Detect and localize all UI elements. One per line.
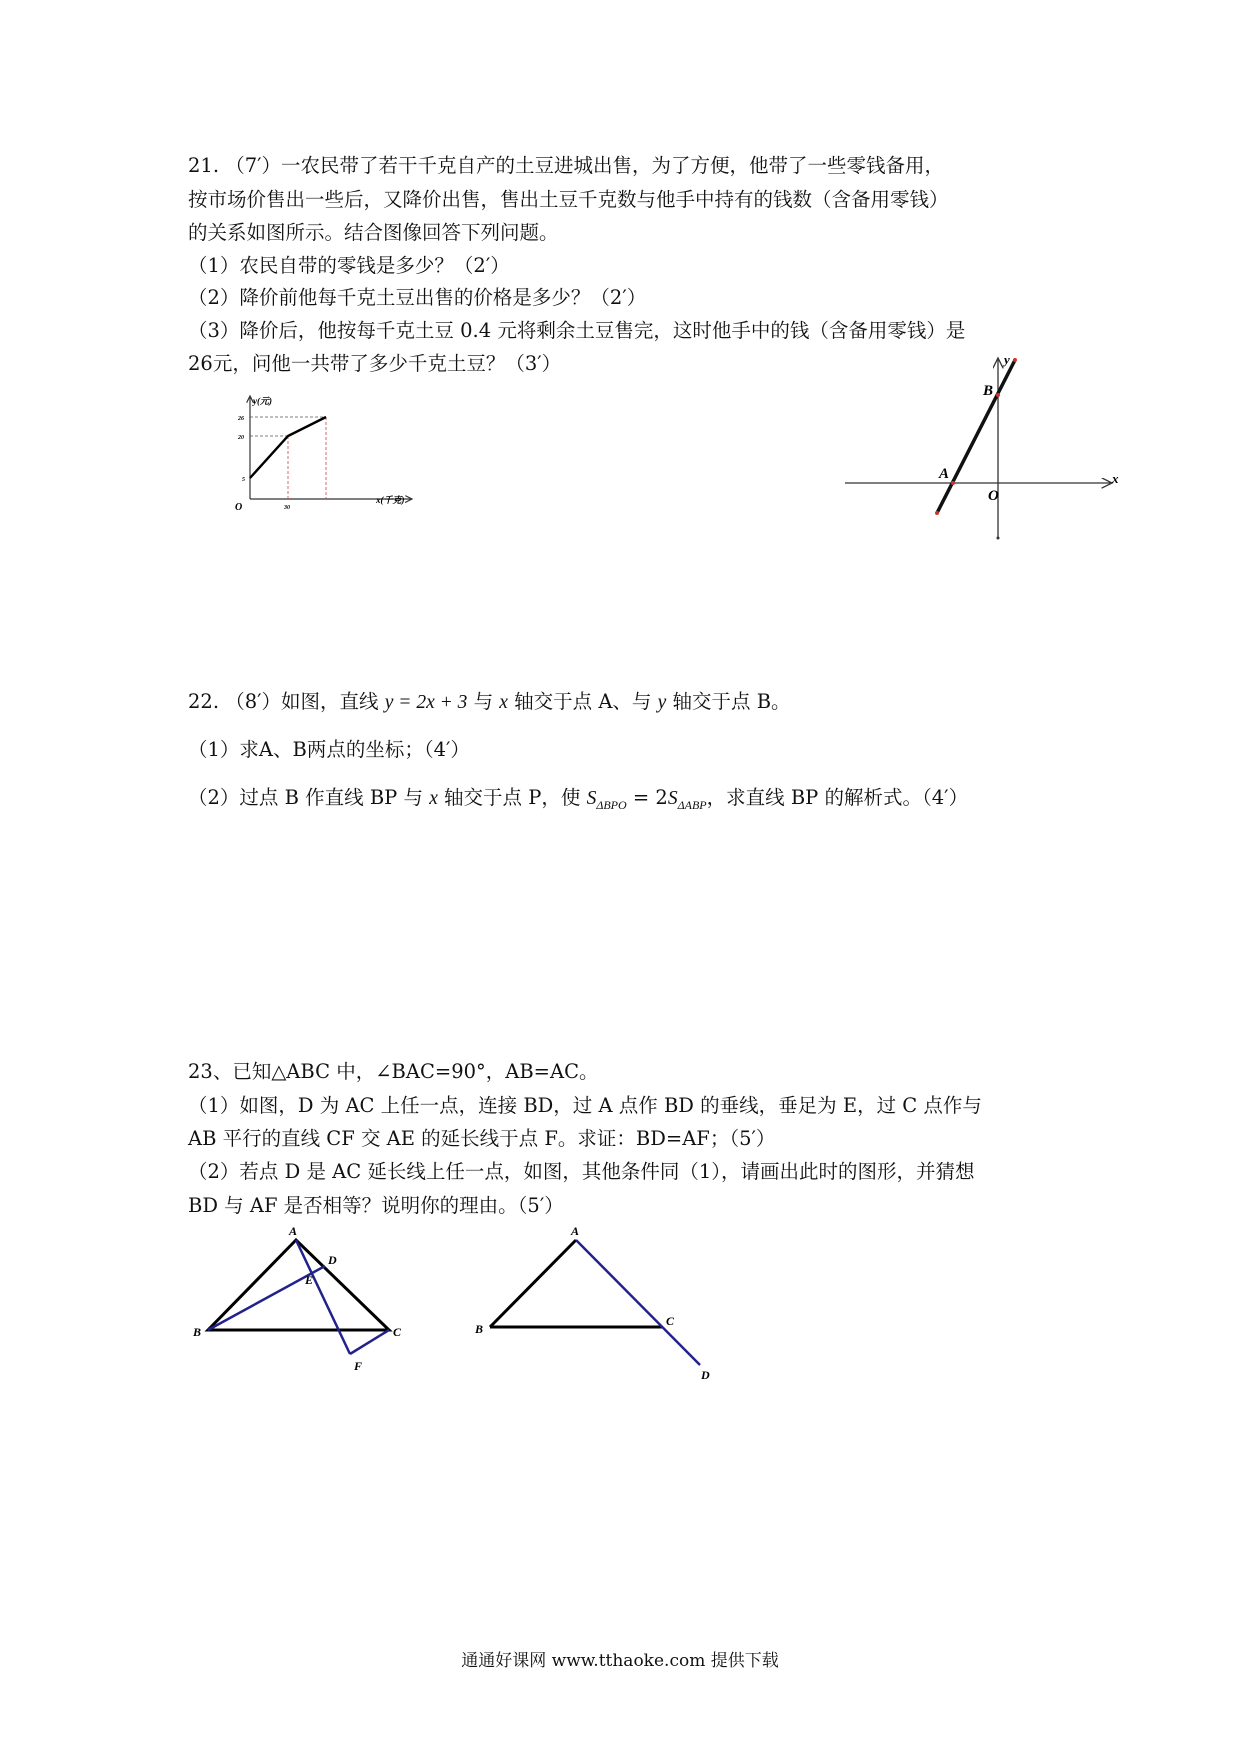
segment-af [296, 1240, 350, 1354]
q22-line1: 22. （8′）如图，直线 y = 2x + 3 与 x 轴交于点 A、与 y 轴交于点 B。 [188, 690, 791, 713]
q21-sub3b: 26元，问他一共带了多少千克土豆？（3′） [188, 352, 562, 375]
x-axis-label: x [1112, 471, 1119, 486]
segment-cf [350, 1330, 389, 1354]
x-tick-30: 30 [284, 505, 290, 511]
origin-label: O [988, 488, 999, 504]
origin-label: O [235, 502, 243, 513]
label-b: B [475, 1322, 484, 1336]
point-b-label: B [983, 383, 994, 399]
q22-figure [840, 350, 1130, 545]
q23-figure-2 [465, 1220, 725, 1380]
q23-sub2a: （2）若点 D 是 AC 延长线上任一点，如图，其他条件同（1），请画出此时的图形，并猜想 [188, 1160, 975, 1183]
q21-sub1: （1）农民自带的零钱是多少？（2′） [188, 254, 510, 277]
q21-sub2: （2）降价前他每千克土豆出售的价格是多少？（2′） [188, 286, 647, 309]
segment-ab [490, 1240, 576, 1327]
y-tick-20: 20 [238, 435, 244, 441]
y-axis-label: y(元) [253, 396, 272, 406]
label-e: E [305, 1273, 314, 1287]
label-d: D [328, 1253, 337, 1267]
label-b: B [193, 1325, 202, 1339]
label-a: A [289, 1224, 298, 1238]
q22-equation: y = 2x + 3 [384, 692, 468, 713]
q23-sub1a: （1）如图，D 为 AC 上任一点，连接 BD，过 A 点作 BD 的垂线，垂足为 E，过 C 点作与 [188, 1094, 982, 1117]
label-a: A [571, 1224, 580, 1238]
q22-sub2: （2）过点 B 作直线 BP 与 x 轴交于点 P，使 $S_{\Delta BPO} = 2S_{\Delta ABP}$，求直线 BP 的解析式。（4′） [188, 786, 969, 812]
line-y-2x-3 [937, 360, 1015, 513]
segment-ad [576, 1240, 700, 1365]
y-tick-5: 5 [242, 477, 245, 483]
q21-line3: 的关系如图所示。结合图像回答下列问题。 [188, 221, 559, 244]
q21-graph [220, 390, 430, 520]
footer-text: 通通好课网 www.tthaoke.com 提供下载 [461, 1651, 779, 1671]
y-axis-label: y [1004, 352, 1010, 367]
x-axis-label: x(千克) [376, 495, 405, 505]
point-a-label: A [939, 466, 950, 482]
q21-sub3a: （3）降价后，他按每千克土豆 0.4 元将剩余土豆售完，这时他手中的钱（含备用零钱）是 [188, 319, 966, 342]
q21-line2: 按市场价售出一些后，又降价出售，售出土豆千克数与他手中持有的钱数（含备用零钱） [188, 188, 949, 211]
label-c: C [393, 1325, 402, 1339]
q21-line1: 21. （7′）一农民带了若干千克自产的土豆进城出售，为了方便，他带了一些零钱备用， [188, 154, 945, 177]
label-d: D [701, 1368, 710, 1382]
q23-sub2b: BD 与 AF 是否相等？说明你的理由。（5′） [188, 1194, 564, 1217]
q22-sub1: （1）求A、B两点的坐标；（4′） [188, 738, 470, 761]
label-f: F [354, 1359, 363, 1373]
label-c: C [666, 1314, 675, 1328]
y-tick-26: 26 [238, 416, 244, 422]
q23-figure-1 [185, 1220, 425, 1380]
q23-sub1b: AB 平行的直线 CF 交 AE 的延长线于点 F。求证：BD=AF；（5′） [188, 1127, 776, 1150]
q23-line1: 23、已知△ABC 中，∠BAC=90°，AB=AC。 [188, 1060, 599, 1083]
